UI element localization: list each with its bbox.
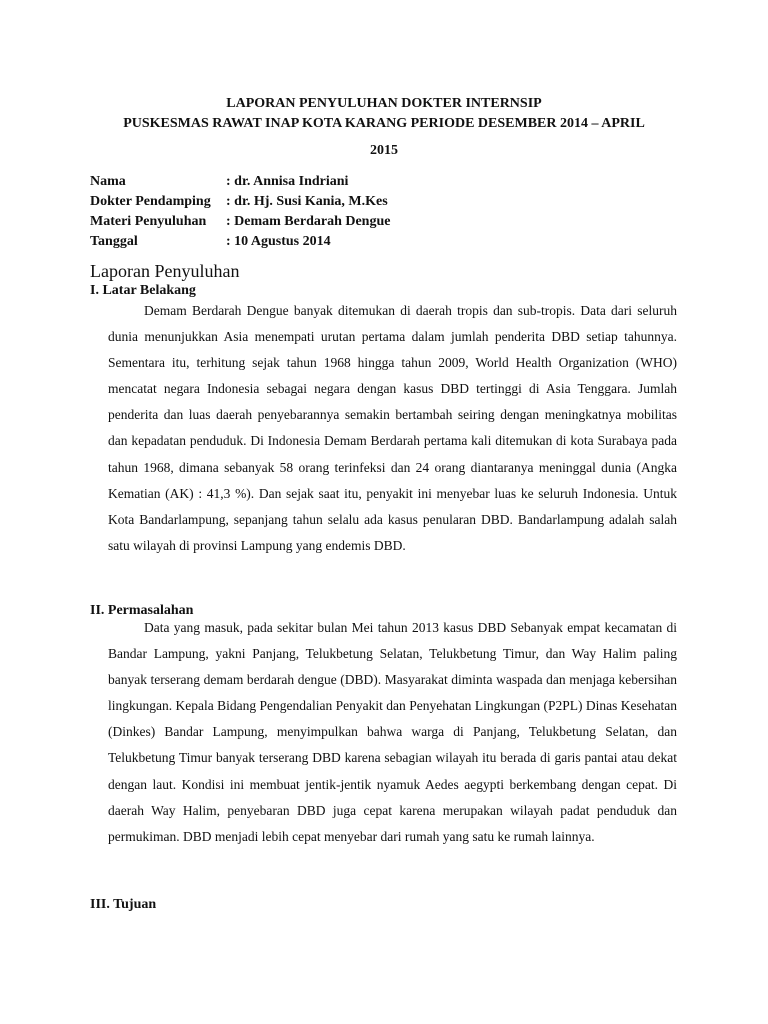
title-line-2: PUSKESMAS RAWAT INAP KOTA KARANG PERIODE DESEMBER 2014 – APRIL bbox=[123, 116, 645, 131]
section-paragraph-permasalahan: Data yang masuk, pada sekitar bulan Mei tahun 2013 kasus DBD Sebanyak empat kecamatan di Bandar Lampung, yakni Panjang, Telukbetung Selatan, Telukbetung Timur, dan Way Halim paling banyak terserang demam berdarah dengue (DBD). Masyarakat diminta waspada dan menjaga kebersihan lingkungan. Kepala Bidang Pengendalian Penyakit dan Penyehatan Lingkungan (P2PL) Dinas Kesehatan (Dinkes) Bandar Lampung, menyimpulkan bahwa warga di Panjang, Telukbetung Selatan, dan Telukbetung Timur banyak terserang DBD karena sebagian wilayah itu berada di garis pantai atau dekat dengan laut. Kondisi ini membuat jentik-jentik nyamuk Aedes aegypti berkembang dengan cepat. Di daerah Way Halim, penyebaran DBD juga cepat karena merupakan wilayah padat penduduk dan permukiman. DBD menjadi lebih cepat menyebar dari rumah yang satu ke rumah lainnya. bbox=[108, 620, 677, 844]
meta-value: : dr. Annisa Indriani bbox=[226, 174, 349, 189]
report-heading: Laporan Penyuluhan bbox=[90, 261, 240, 281]
section-heading-tujuan: III. Tujuan bbox=[90, 897, 157, 912]
section-heading-permasalahan: II. Permasalahan bbox=[90, 603, 194, 618]
meta-value: : dr. Hj. Susi Kania, M.Kes bbox=[226, 194, 388, 209]
meta-label: Nama bbox=[90, 174, 126, 189]
section-heading-latar-belakang: I. Latar Belakang bbox=[90, 283, 196, 298]
meta-row-nama bbox=[90, 172, 390, 192]
title-line-1: LAPORAN PENYULUHAN DOKTER INTERNSIP bbox=[226, 96, 542, 111]
title-line-3: 2015 bbox=[370, 143, 398, 158]
meta-row-tanggal bbox=[90, 232, 390, 252]
meta-label: Tanggal bbox=[90, 234, 138, 249]
meta-row-materi-penyuluhan bbox=[90, 212, 390, 232]
meta-value: : 10 Agustus 2014 bbox=[226, 234, 331, 249]
meta-value: : Demam Berdarah Dengue bbox=[226, 214, 391, 229]
meta-label: Materi Penyuluhan bbox=[90, 214, 207, 229]
meta-label: Dokter Pendamping bbox=[90, 194, 211, 209]
meta-table bbox=[90, 172, 390, 252]
section-paragraph-latar-belakang: Demam Berdarah Dengue banyak ditemukan di daerah tropis dan sub-tropis. Data dari seluruh dunia menunjukkan Asia menempati urutan pertama dalam jumlah penderita DBD setiap tahunnya. Sementara itu, terhitung sejak tahun 1968 hingga tahun 2009, World Health Organization (WHO) mencatat negara Indonesia sebagai negara dengan kasus DBD tertinggi di Asia Tenggara. Jumlah penderita dan luas daerah penyebarannya semakin bertambah seiring dengan meningkatnya mobilitas dan kepadatan penduduk. Di Indonesia Demam Berdarah pertama kali ditemukan di kota Surabaya pada tahun 1968, dimana sebanyak 58 orang terinfeksi dan 24 orang diantaranya meninggal dunia (Angka Kematian (AK) : 41,3 %). Dan sejak saat itu, penyakit ini menyebar luas ke seluruh Indonesia. Untuk Kota Bandarlampung, sepanjang tahun selalu ada kasus penularan DBD. Bandarlampung adalah salah satu wilayah di provinsi Lampung yang endemis DBD. bbox=[108, 303, 677, 553]
document-title bbox=[90, 94, 678, 161]
meta-row-dokter-pendamping bbox=[90, 192, 390, 212]
